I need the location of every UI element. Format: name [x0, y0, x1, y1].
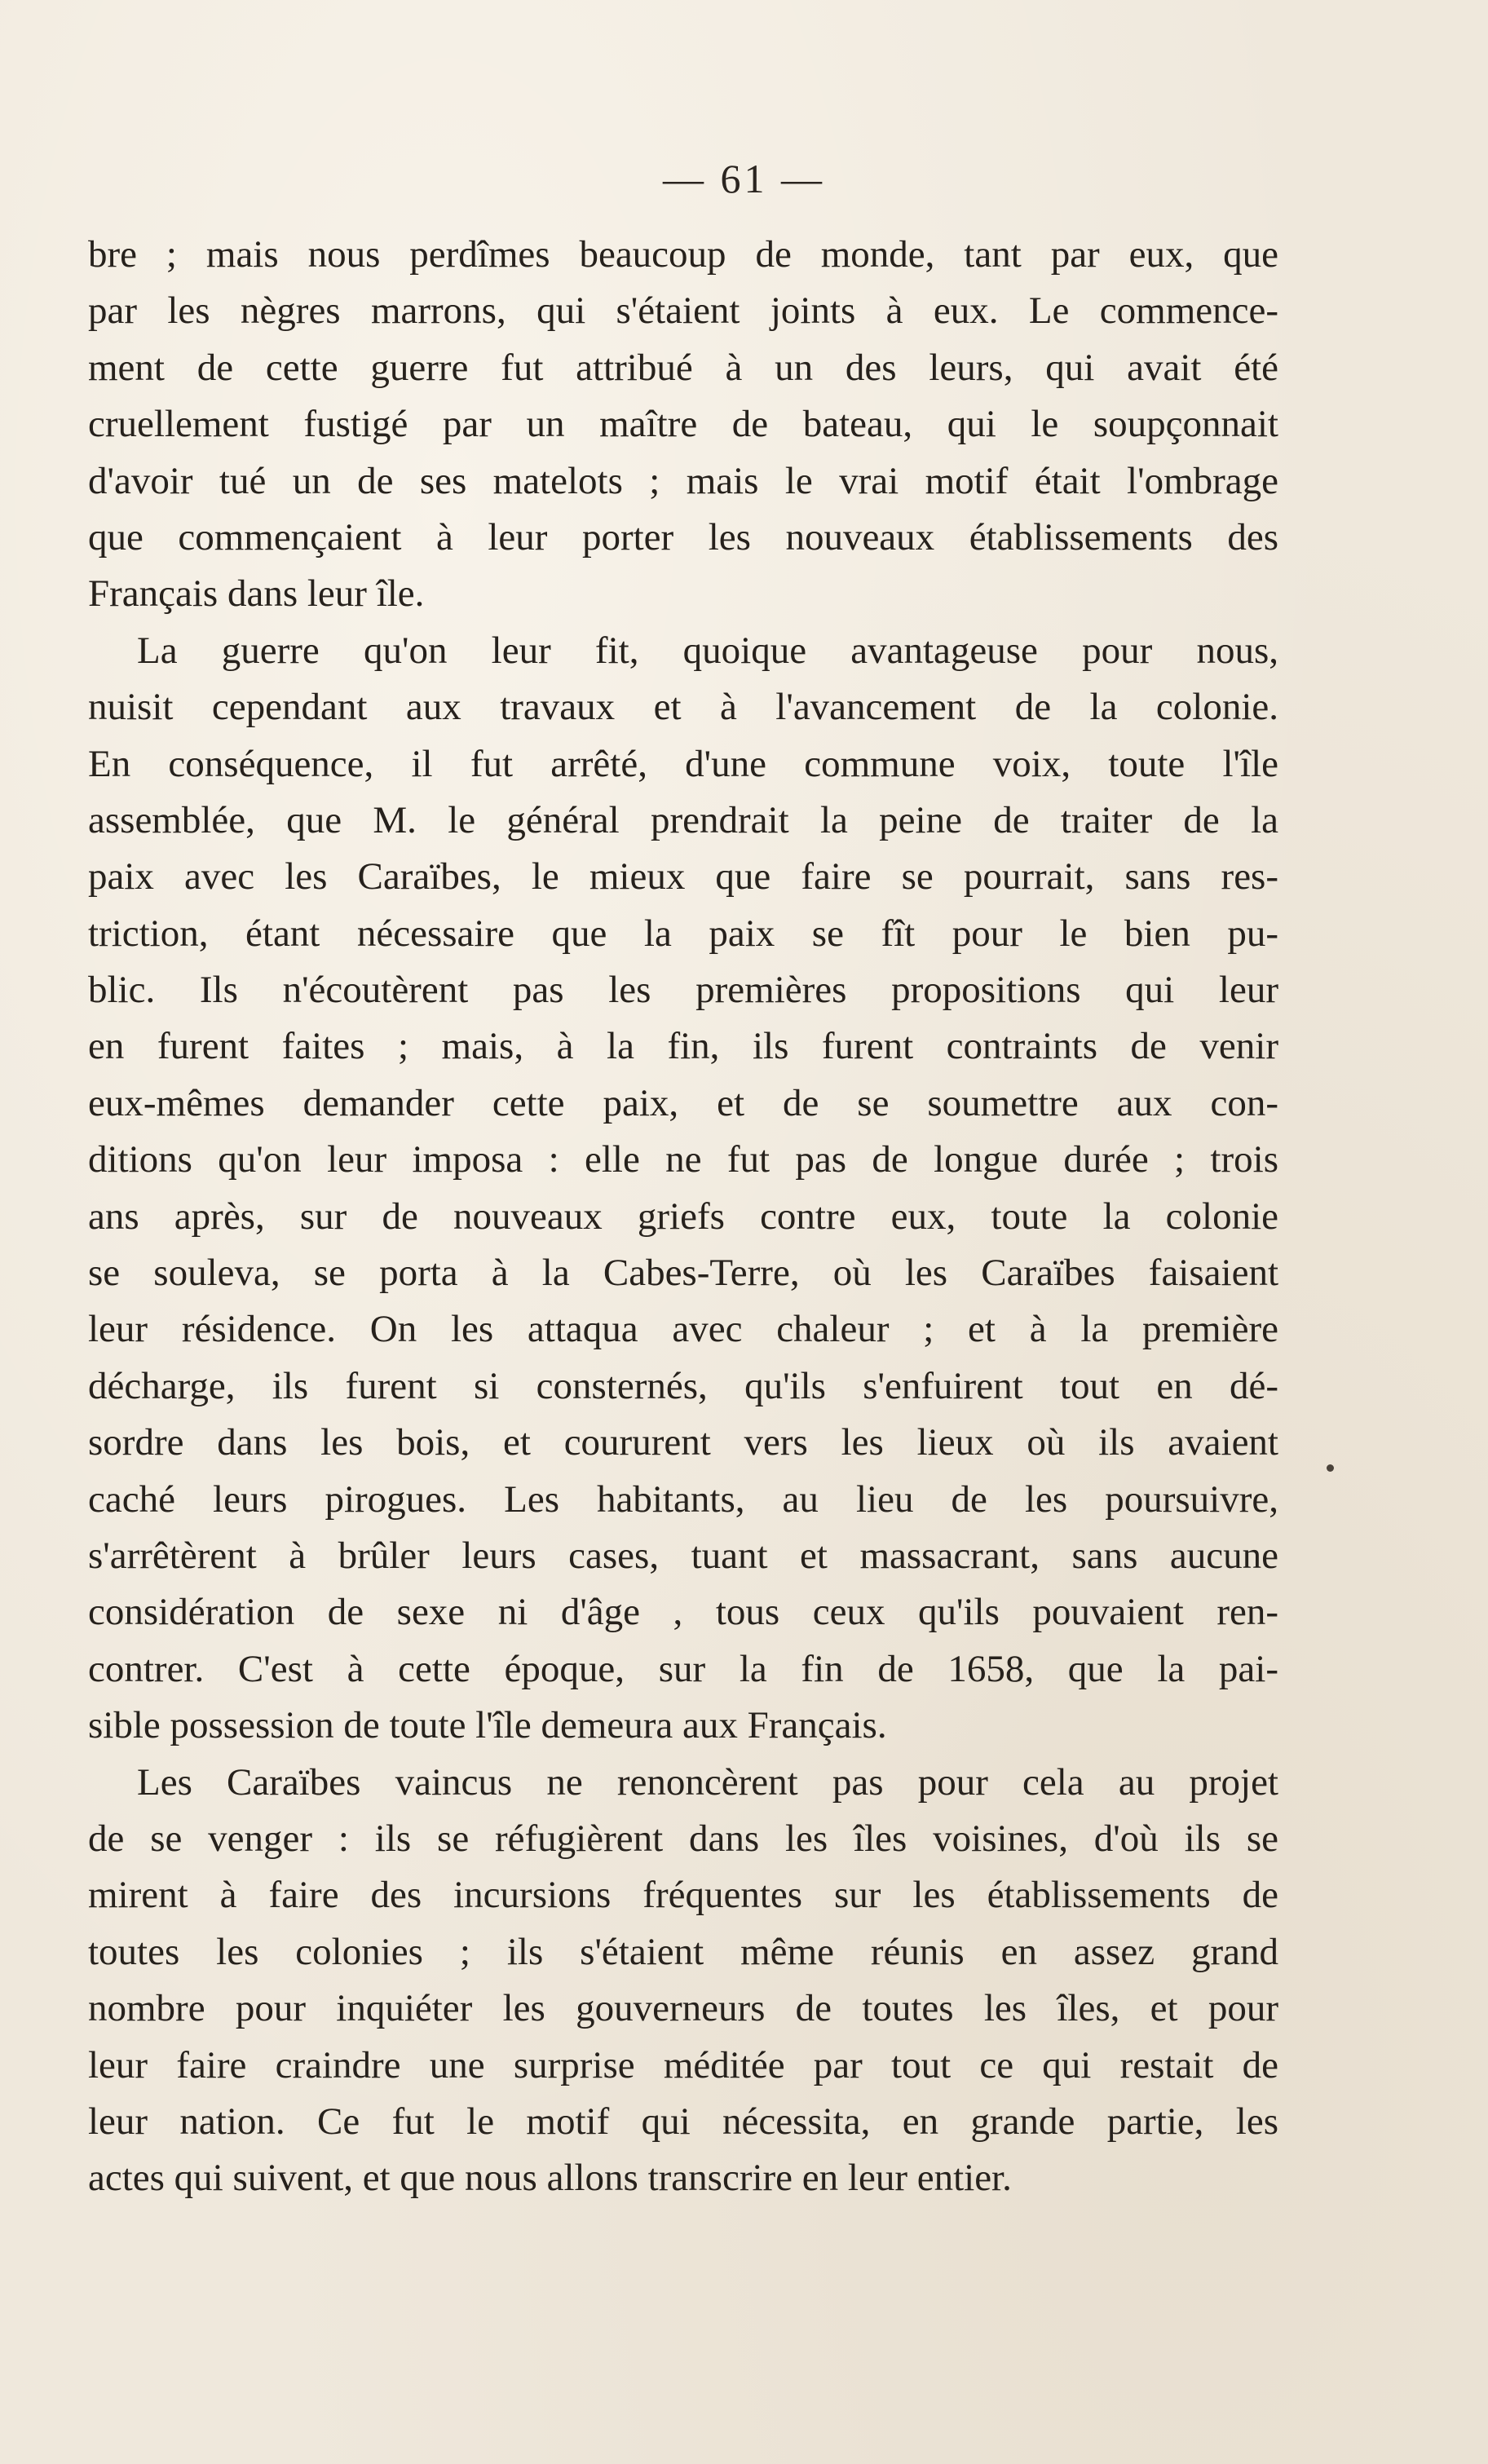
text-line: bre ; mais nous perdîmes beaucoup de monde, tant par eux, que	[88, 233, 1278, 276]
text-line: caché leurs pirogues. Les habitants, au lieu de les poursuivre,	[88, 1477, 1278, 1521]
text-line: leur nation. Ce fut le motif qui nécessita, en grande partie, les	[88, 2100, 1278, 2143]
text-line: cruellement fustigé par un maître de bateau, qui le soupçonnait	[88, 403, 1278, 446]
text-line: par les nègres marrons, qui s'étaient joints à eux. Le commence-	[88, 289, 1278, 333]
text-line: décharge, ils furent si consternés, qu'ils s'enfuirent tout en dé-	[88, 1364, 1278, 1407]
text-line: nuisit cependant aux travaux et à l'avancement de la colonie.	[88, 686, 1278, 729]
text-line: ment de cette guerre fut attribué à un des leurs, qui avait été	[88, 346, 1278, 389]
text-line: d'avoir tué un de ses matelots ; mais le vrai motif était l'ombrage	[88, 459, 1278, 502]
text-line: contrer. C'est à cette époque, sur la fin de 1658, que la pai-	[88, 1647, 1278, 1690]
text-line: sible possession de toute l'île demeura aux Français.	[88, 1704, 887, 1747]
text-line: leur résidence. On les attaqua avec chaleur ; et à la première	[88, 1308, 1278, 1351]
text-line: considération de sexe ni d'âge , tous ceux qu'ils pouvaient ren-	[88, 1591, 1278, 1634]
text-line: leur faire craindre une surprise méditée par tout ce qui restait de	[88, 2043, 1278, 2086]
text-line: sordre dans les bois, et coururent vers les lieux où ils avaient	[88, 1421, 1278, 1464]
text-line: nombre pour inquiéter les gouverneurs de toutes les îles, et pour	[88, 1987, 1278, 2030]
text-line: assemblée, que M. le général prendrait la peine de traiter de la	[88, 798, 1278, 841]
text-line: ditions qu'on leur imposa : elle ne fut pas de longue durée ; trois	[88, 1138, 1278, 1181]
text-line: Français dans leur île.	[88, 572, 425, 616]
text-line: en furent faites ; mais, à la fin, ils furent contraints de venir	[88, 1025, 1278, 1068]
body-text	[88, 227, 1278, 2207]
ink-speck	[1327, 1464, 1334, 1472]
text-line: En conséquence, il fut arrêté, d'une commune voix, toute l'île	[88, 742, 1278, 785]
text-line: Les Caraïbes vaincus ne renoncèrent pas pour cela au projet	[137, 1760, 1278, 1804]
text-line: toutes les colonies ; ils s'étaient même réunis en assez grand	[88, 1930, 1278, 1973]
text-line: de se venger : ils se réfugièrent dans les îles voisines, d'où ils se	[88, 1817, 1278, 1860]
text-line: que commençaient à leur porter les nouveaux établissements des	[88, 515, 1278, 559]
text-line: blic. Ils n'écoutèrent pas les premières propositions qui leur	[88, 969, 1278, 1012]
text-line: La guerre qu'on leur fit, quoique avantageuse pour nous,	[137, 629, 1278, 672]
text-line: actes qui suivent, et que nous allons transcrire en leur entier.	[88, 2157, 1012, 2200]
text-line: ans après, sur de nouveaux griefs contre eux, toute la colonie	[88, 1194, 1278, 1238]
text-line: mirent à faire des incursions fréquentes sur les établissements de	[88, 1874, 1278, 1917]
text-line: triction, étant nécessaire que la paix se fît pour le bien pu-	[88, 912, 1278, 955]
page-number-header: — 61 —	[663, 156, 825, 201]
text-line: eux-mêmes demander cette paix, et de se soumettre aux con-	[88, 1081, 1278, 1124]
text-line: se souleva, se porta à la Cabes-Terre, où les Caraïbes faisaient	[88, 1252, 1278, 1295]
text-line: paix avec les Caraïbes, le mieux que faire se pourrait, sans res-	[88, 855, 1278, 899]
text-line: s'arrêtèrent à brûler leurs cases, tuant et massacrant, sans aucune	[88, 1534, 1278, 1577]
